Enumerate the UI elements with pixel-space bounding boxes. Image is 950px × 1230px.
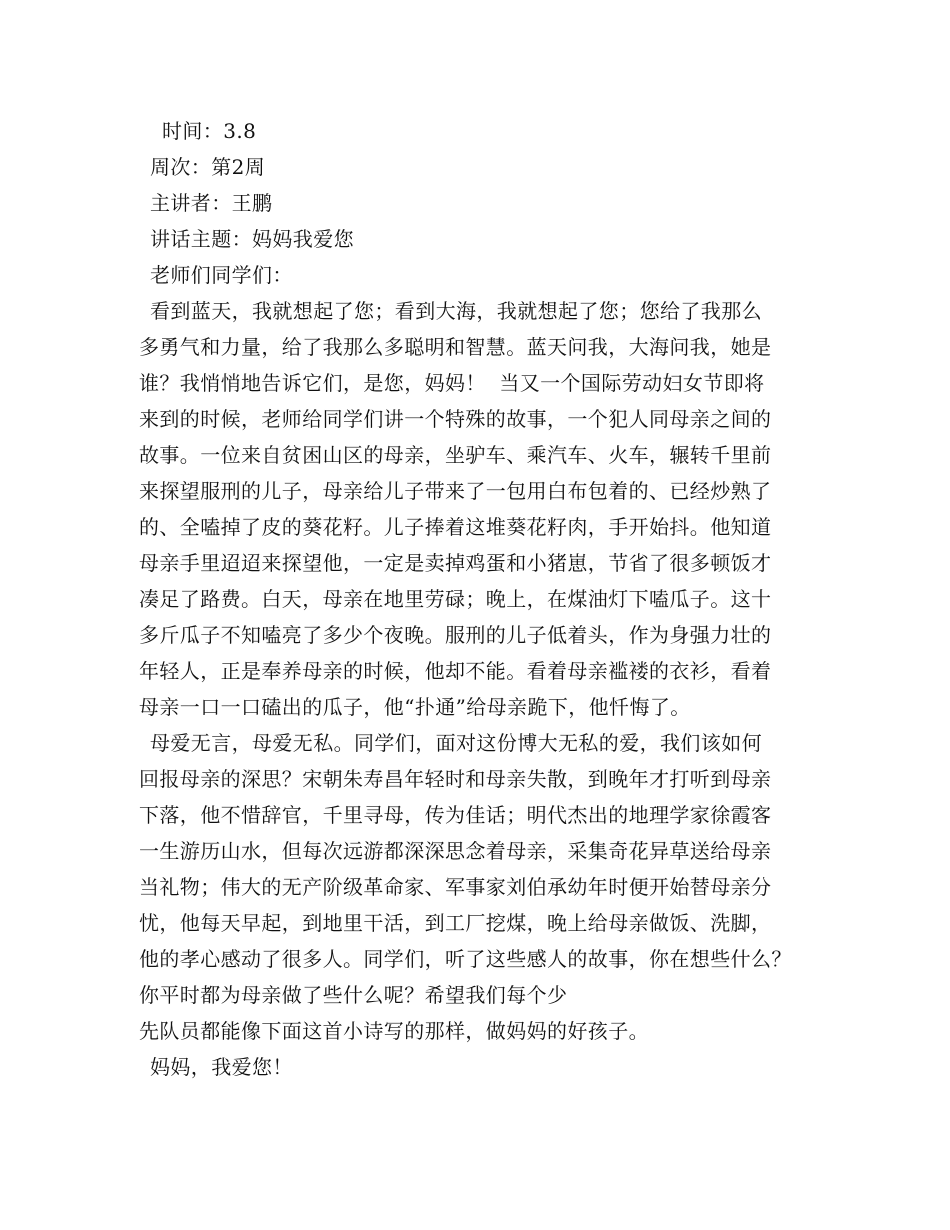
paragraph-2-line: 当礼物；伟大的无产阶级革命家、军事家刘伯承幼年时便开始替母亲分: [139, 875, 772, 899]
closing-line: 妈妈，我爱您！: [150, 1055, 293, 1079]
paragraph-2-line: 忧，他每天早起，到地里干活，到工厂挖煤，晚上给母亲做饭、洗脚，: [139, 911, 772, 935]
time-line: 时间：3.8: [162, 119, 257, 143]
greeting-line: 老师们同学们：: [150, 263, 293, 287]
paragraph-1-line: 多勇气和力量，给了我那么多聪明和智慧。蓝天问我，大海问我，她是: [139, 335, 772, 359]
paragraph-2-line: 母爱无言，母爱无私。同学们，面对这份博大无私的爱，我们该如何: [150, 731, 762, 755]
paragraph-1-line: 谁？我悄悄地告诉它们，是您，妈妈！ 当又一个国际劳动妇女节即将: [139, 371, 765, 395]
paragraph-2-line: 一生游历山水，但每次远游都深深思念着母亲，采集奇花异草送给母亲: [139, 839, 772, 863]
paragraph-1-line: 年轻人，正是奉养母亲的时候，他却不能。看着母亲褴褛的衣衫，看着: [139, 659, 772, 683]
paragraph-1-line: 母亲手里迢迢来探望他，一定是卖掉鸡蛋和小猪崽，节省了很多顿饭才: [139, 551, 772, 575]
paragraph-1-line: 母亲一口一口磕出的瓜子，他“扑通”给母亲跪下，他忏悔了。: [139, 695, 691, 719]
paragraph-2-line: 他的孝心感动了很多人。同学们，听了这些感人的故事，你在想些什么？: [139, 947, 792, 971]
paragraph-2-line: 下落，他不惜辞官，千里寻母，传为佳话；明代杰出的地理学家徐霞客: [139, 803, 772, 827]
week-line: 周次：第2周: [150, 155, 266, 179]
paragraph-1-line: 的、全嗑掉了皮的葵花籽。儿子捧着这堆葵花籽肉，手开始抖。他知道: [139, 515, 772, 539]
paragraph-2-line: 先队员都能像下面这首小诗写的那样，做妈妈的好孩子。: [139, 1019, 649, 1043]
speaker-line: 主讲者：王鹏: [150, 191, 273, 215]
paragraph-1-line: 来探望服刑的儿子，母亲给儿子带来了一包用白布包着的、已经炒熟了: [139, 479, 772, 503]
topic-line: 讲话主题：妈妈我爱您: [150, 227, 354, 251]
paragraph-2-line: 回报母亲的深思？宋朝朱寿昌年轻时和母亲失散，到晚年才打听到母亲: [139, 767, 772, 791]
paragraph-1-line: 看到蓝天，我就想起了您；看到大海，我就想起了您；您给了我那么: [150, 299, 762, 323]
paragraph-2-line: 你平时都为母亲做了些什么呢？希望我们每个少: [139, 983, 568, 1007]
paragraph-1-line: 多斤瓜子不知嗑亮了多少个夜晚。服刑的儿子低着头，作为身强力壮的: [139, 623, 772, 647]
paragraph-1-line: 故事。一位来自贫困山区的母亲，坐驴车、乘汽车、火车，辗转千里前: [139, 443, 772, 467]
paragraph-1-line: 凑足了路费。白天，母亲在地里劳碌；晚上，在煤油灯下嗑瓜子。这十: [139, 587, 772, 611]
paragraph-1-line: 来到的时候，老师给同学们讲一个特殊的故事，一个犯人同母亲之间的: [139, 407, 772, 431]
